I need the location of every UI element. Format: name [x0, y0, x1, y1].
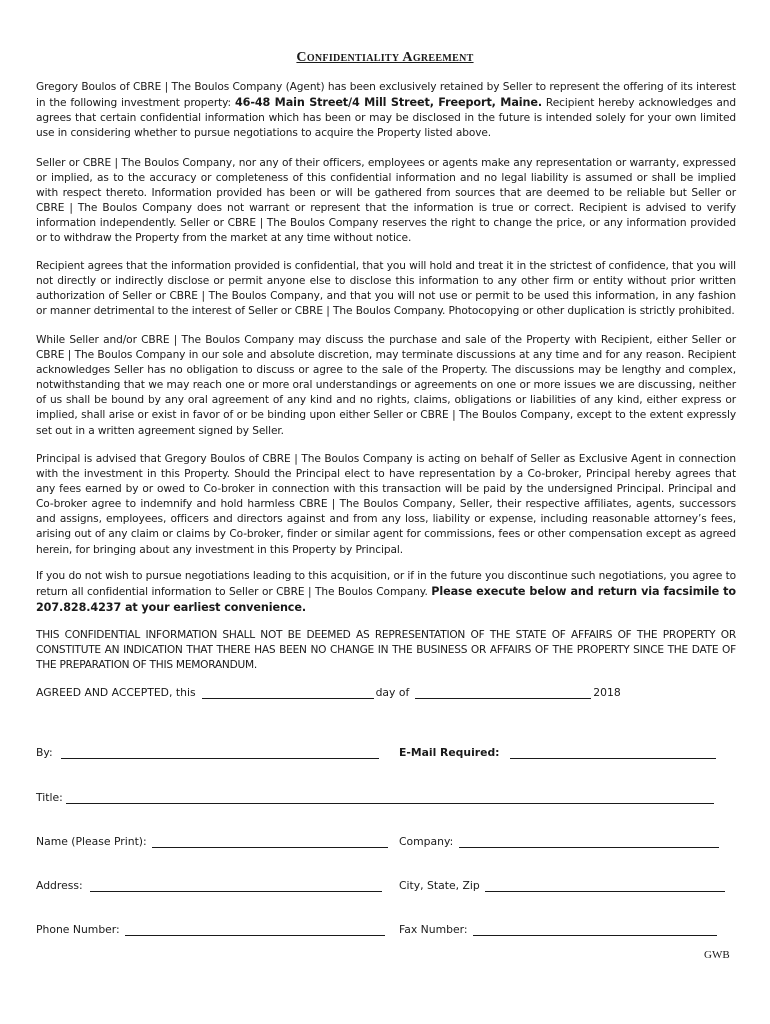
year-label: 2018 [593, 686, 621, 699]
by-signature-field[interactable] [61, 746, 379, 759]
title-field[interactable] [66, 791, 714, 804]
title-row [36, 791, 714, 804]
paragraph-text: Gregory Boulos of CBRE | The Boulos Company (Agent) has been exclusively retained by Seller to represent the offering of its interest in the following investment property: [36, 81, 736, 110]
paragraph-discussions: While Seller and/or CBRE | The Boulos Company may discuss the purchase and sale of the Property with Recipient, either Seller or CBRE | The Boulos Company in our sole and absolute discretion, may terminate discussions at any time and for any reason. Recipient acknowledges Seller has no obligation to discuss or agree to the sale of the Property. The discussions may be lengthy and complex, notwithstanding that we may reach one or more oral understandings or agreements on one or more issues we are discussing, neither of us shall be bound by any oral agreement of any kind and no rights, claims, obligations or liabilities of any kind, either express or implied, shall arise or exist in favor of or be binding upon either Seller or CBRE | The Boulos Company, except to the extent expressly set out in a written agreement signed by Seller. [36, 334, 736, 437]
name-field[interactable] [152, 835, 388, 848]
city-field[interactable] [485, 879, 725, 892]
city-row [399, 879, 725, 892]
address-row [36, 879, 382, 892]
name-row [36, 835, 388, 848]
page-title: Confidentiality Agreement [296, 50, 474, 65]
paragraph-disclaimer: Seller or CBRE | The Boulos Company, nor any of their officers, employees or agents make any representation or warranty, expressed or implied, as to the accuracy or completeness of this confidential information and no legal liability is assumed or shall be implied with respect thereto. Information provided has been or will be gathered from sources that are deemed to be reliable but Seller or CBRE | The Boulos Company does not warrant or represent that the information is true or correct. Recipient is advised to verify information independently. Seller or CBRE | The Boulos Company reserves the right to change the price, or any information provided or to withdraw the Property from the market at any time without notice. [36, 157, 736, 245]
city-label: City, State, Zip [399, 879, 480, 892]
day-field[interactable] [202, 686, 374, 699]
paragraph-engagement [36, 80, 736, 141]
month-field[interactable] [415, 686, 591, 699]
name-label: Name (Please Print): [36, 835, 147, 848]
property-address: 46-48 Main Street/4 Mill Street, Freeport, Maine. [234, 96, 543, 110]
fax-row [399, 923, 717, 936]
paragraph-text: Recipient hereby acknowledges and agrees that certain confidential information which has been or may be disclosed in the future is intended solely for your own limited use in considering whether to pursue negotiations to acquire the Property listed above. [36, 97, 736, 140]
fax-label: Fax Number: [399, 923, 468, 936]
paragraph-text: If you do not wish to pursue negotiations leading to this acquisition, or if in the future you discontinue such negotiations, you agree to return all confidential information to Seller or CBRE | The Boulos Company. [36, 570, 736, 599]
paragraph-confidentiality: Recipient agrees that the information provided is confidential, that you will hold and treat it in the strictest of confidence, that you will not directly or indirectly disclose or permit anyone else to disclose this information to any other firm or entity without prior written authorization of Seller or CBRE | The Boulos Company, and that you will not use or permit to be used this information, in any fashion or manner detrimental to the interest of Seller or CBRE | The Boulos Company. Photocopying or other duplication is strictly prohibited. [36, 260, 736, 318]
address-field[interactable] [90, 879, 382, 892]
address-label: Address: [36, 879, 83, 892]
agreed-label: AGREED AND ACCEPTED, this [36, 686, 196, 699]
phone-row [36, 923, 385, 936]
by-label: By: [36, 746, 53, 759]
email-row [399, 746, 716, 759]
fax-instruction: Please execute below and return via facsimile to 207.828.4237 at your earliest convenience. [36, 585, 736, 615]
by-row [36, 746, 379, 759]
fax-field[interactable] [473, 923, 717, 936]
footer-initials: GWB [704, 949, 730, 961]
paragraph-return [36, 569, 736, 616]
paragraph-principal: Principal is advised that Gregory Boulos of CBRE | The Boulos Company is acting on behalf of Seller as Exclusive Agent in connection with the investment in this Property. Should the Principal elect to have representation by a Co-broker, Principal hereby agrees that any fees earned by or owed to Co-broker in connection with this transaction will be paid by the undersigned Principal. Principal and Co-broker agree to indemnify and hold harmless CBRE | The Boulos Company, Seller, their respective affiliates, agents, successors and assigns, employees, officers and directors against and from any loss, liability or expense, including reasonable attorney’s fees, arising out of any claim or claims by Co-broker, finder or similar agent for commissions, fees or other compensation except as agreed herein, for bringing about any investment in this Property by Principal. [36, 453, 736, 556]
email-field[interactable] [510, 746, 716, 759]
company-field[interactable] [459, 835, 719, 848]
phone-label: Phone Number: [36, 923, 120, 936]
paragraph-memorandum-notice: THIS CONFIDENTIAL INFORMATION SHALL NOT BE DEEMED AS REPRESENTATION OF THE STATE OF AFFAIRS OF THE PROPERTY OR CONSTITUTE AN INDICATION THAT THERE HAS BEEN NO CHANGE IN THE BUSINESS OR AFFAIRS OF THE PROPERTY SINCE THE DATE OF THE PREPARATION OF THIS MEMORANDUM. [36, 629, 736, 672]
day-of-label: day of [375, 686, 410, 699]
company-row [399, 835, 719, 848]
phone-field[interactable] [125, 923, 385, 936]
title-label: Title: [36, 791, 63, 804]
agreement-date-row [36, 686, 621, 699]
email-label: E-Mail Required: [399, 746, 500, 759]
company-label: Company: [399, 835, 454, 848]
